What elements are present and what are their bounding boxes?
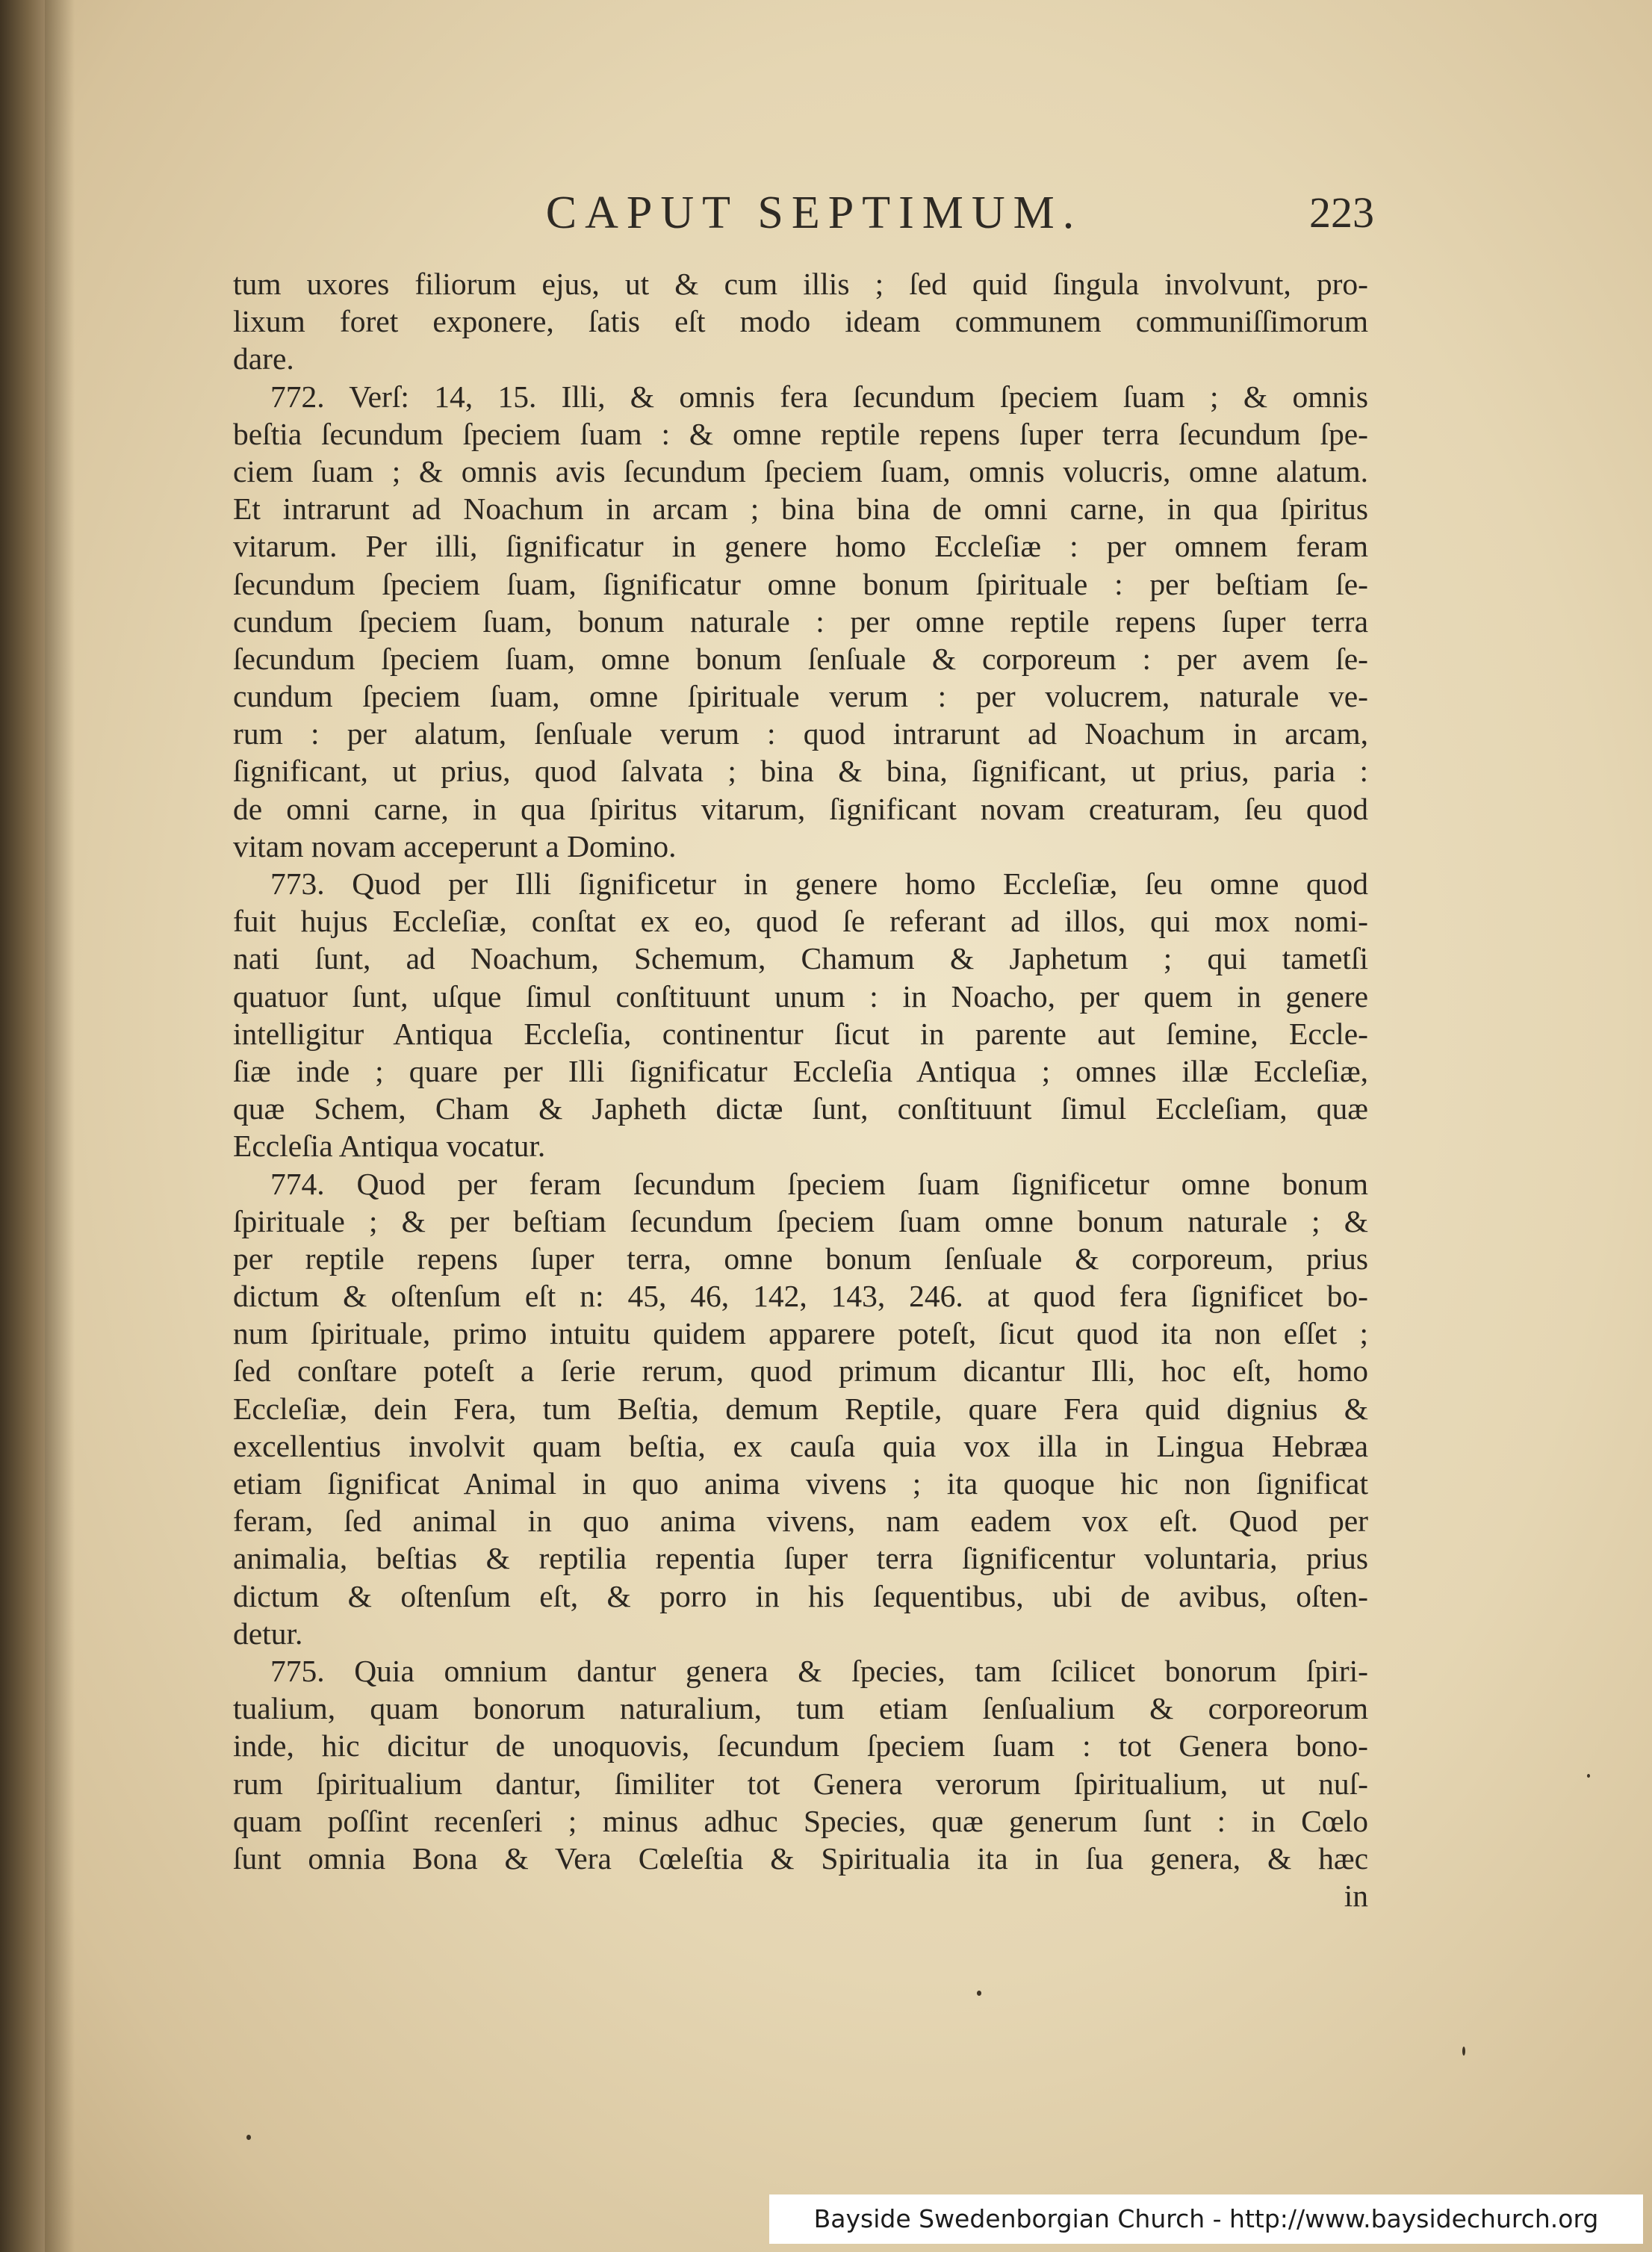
text-line: cundum ſpeciem ſuam, omne ſpirituale verum : per volucrem, naturale ve- (233, 679, 1368, 714)
ink-speck (1587, 1774, 1590, 1778)
text-line: quæ Schem, Cham & Japheth dictæ ſunt, conſtituunt ſimul Eccleſiam, quæ (233, 1091, 1368, 1126)
ink-speck (1462, 2047, 1465, 2056)
text-line: feram, ſed animal in quo anima vivens, nam eadem vox eſt. Quod per (233, 1504, 1368, 1539)
text-line: ciem ſuam ; & omnis avis ſecundum ſpeciem ſuam, omnis volucris, omne alatum. (233, 453, 1368, 488)
page-header (224, 183, 1374, 250)
text-line: tualium, quam bonorum naturalium, tum etiam ſenſualium & corporeorum (233, 1691, 1368, 1726)
text-line: vitam novam acceperunt a Domino. (233, 828, 677, 863)
text-line: cundum ſpeciem ſuam, bonum naturale : per omne reptile repens ſuper terra (233, 604, 1368, 639)
text-line: dare. (233, 341, 294, 376)
text-line: etiam ſignificat Animal in quo anima vivens ; ita quoque hic non ſignificat (233, 1466, 1368, 1501)
text-line: ſpirituale ; & per beſtiam ſecundum ſpeciem ſuam omne bonum naturale ; & (233, 1203, 1368, 1238)
text-line: inde, hic dicitur de unoquovis, ſecundum ſpeciem ſuam : tot Genera bono- (233, 1728, 1368, 1764)
text-line: de omni carne, in qua ſpiritus vitarum, ſignificant novam creaturam, ſeu quod (233, 791, 1368, 826)
text-line: tum uxores filiorum ejus, ut & cum illis ; ſed quid ſingula involvunt, pro- (233, 267, 1368, 301)
text-line: dictum & oſtenſum eſt n: 45, 46, 142, 143, 246. at quod fera ſignificet bo- (233, 1279, 1368, 1314)
text-line: excellentius involvit quam beſtia, ex cauſa quia vox illa in Lingua Hebræa (233, 1428, 1368, 1463)
ink-speck (246, 2135, 251, 2140)
page-gutter-shadow (45, 0, 75, 2252)
running-head: CAPUT SEPTIMUM. (545, 187, 1083, 238)
watermark-banner: Bayside Swedenborgian Church - http://www.baysidechurch.org (769, 2194, 1643, 2244)
text-line: ſiæ inde ; quare per Illi ſignificatur Eccleſia Antiqua ; omnes illæ Eccleſiæ, (233, 1053, 1368, 1088)
text-line: quam poſſint recenſeri ; minus adhuc Species, quæ generum ſunt : in Cœlo (233, 1803, 1368, 1838)
text-line: rum ſpiritualium dantur, ſimiliter tot Genera verorum ſpiritualium, ut nuſ- (233, 1766, 1368, 1801)
text-line: quatuor ſunt, uſque ſimul conſtituunt unum : in Noacho, per quem in genere (233, 978, 1368, 1014)
text-line: ſignificant, ut prius, quod ſalvata ; bina & bina, ſignificant, ut prius, paria : (233, 754, 1368, 789)
text-line: ſecundum ſpeciem ſuam, omne bonum ſenſuale & corporeum : per avem ſe- (233, 641, 1368, 676)
catchword: in (1344, 1879, 1368, 1914)
text-line: fuit hujus Eccleſiæ, conſtat ex eo, quod ſe referant ad illos, qui mox nomi- (233, 904, 1368, 939)
text-line: Et intrarunt ad Noachum in arcam ; bina bina de omni carne, in qua ſpiritus (233, 491, 1368, 527)
text-line: animalia, beſtias & reptilia repentia ſuper terra ſignificentur voluntaria, prius (233, 1541, 1368, 1576)
text-line: Eccleſiæ, dein Fera, tum Beſtia, demum Reptile, quare Fera quid dignius & (233, 1391, 1368, 1426)
text-line: ſecundum ſpeciem ſuam, ſignificatur omne bonum ſpirituale : per beſtiam ſe- (233, 566, 1368, 601)
text-line: 773. Quod per Illi ſignificetur in genere homo Eccleſiæ, ſeu omne quod (270, 866, 1368, 901)
text-line: Eccleſia Antiqua vocatur. (233, 1129, 546, 1164)
text-line: nati ſunt, ad Noachum, Schemum, Chamum & Japhetum ; qui tametſi (233, 941, 1368, 976)
text-line: num ſpirituale, primo intuitu quidem apparere poteſt, ſicut quod ita non eſſet ; (233, 1316, 1368, 1351)
text-line: per reptile repens ſuper terra, omne bonum ſenſuale & corporeum, prius (233, 1241, 1368, 1276)
ink-speck (977, 1991, 981, 1996)
text-line: ſunt omnia Bona & Vera Cœleſtia & Spiritualia ita in ſua genera, & hæc (233, 1840, 1368, 1876)
text-line: vitarum. Per illi, ſignificatur in genere homo Eccleſiæ : per omnem feram (233, 529, 1368, 564)
text-line: rum : per alatum, ſenſuale verum : quod intrarunt ad Noachum in arcam, (233, 716, 1368, 751)
text-line: 772. Verſ: 14, 15. Illi, & omnis fera ſecundum ſpeciem ſuam ; & omnis (270, 379, 1368, 414)
text-line: 775. Quia omnium dantur genera & ſpecies, tam ſcilicet bonorum ſpiri- (270, 1653, 1368, 1688)
page-number: 223 (1309, 188, 1374, 237)
body-text (233, 265, 1368, 1914)
text-line: dictum & oſtenſum eſt, & porro in his ſequentibus, ubi de avibus, oſten- (233, 1578, 1368, 1613)
text-line: beſtia ſecundum ſpeciem ſuam : & omne reptile repens ſuper terra ſecundum ſpe- (233, 416, 1368, 451)
text-line: lixum foret exponere, ſatis eſt modo ideam communem communiſſimorum (233, 304, 1368, 339)
text-line: intelligitur Antiqua Eccleſia, continentur ſicut in parente aut ſemine, Eccle- (233, 1016, 1368, 1051)
text-line: detur. (233, 1616, 303, 1651)
text-line: ſed conſtare poteſt a ſerie rerum, quod primum dicantur Illi, hoc eſt, homo (233, 1353, 1368, 1389)
text-line: 774. Quod per feram ſecundum ſpeciem ſuam ſignificetur omne bonum (270, 1166, 1368, 1201)
